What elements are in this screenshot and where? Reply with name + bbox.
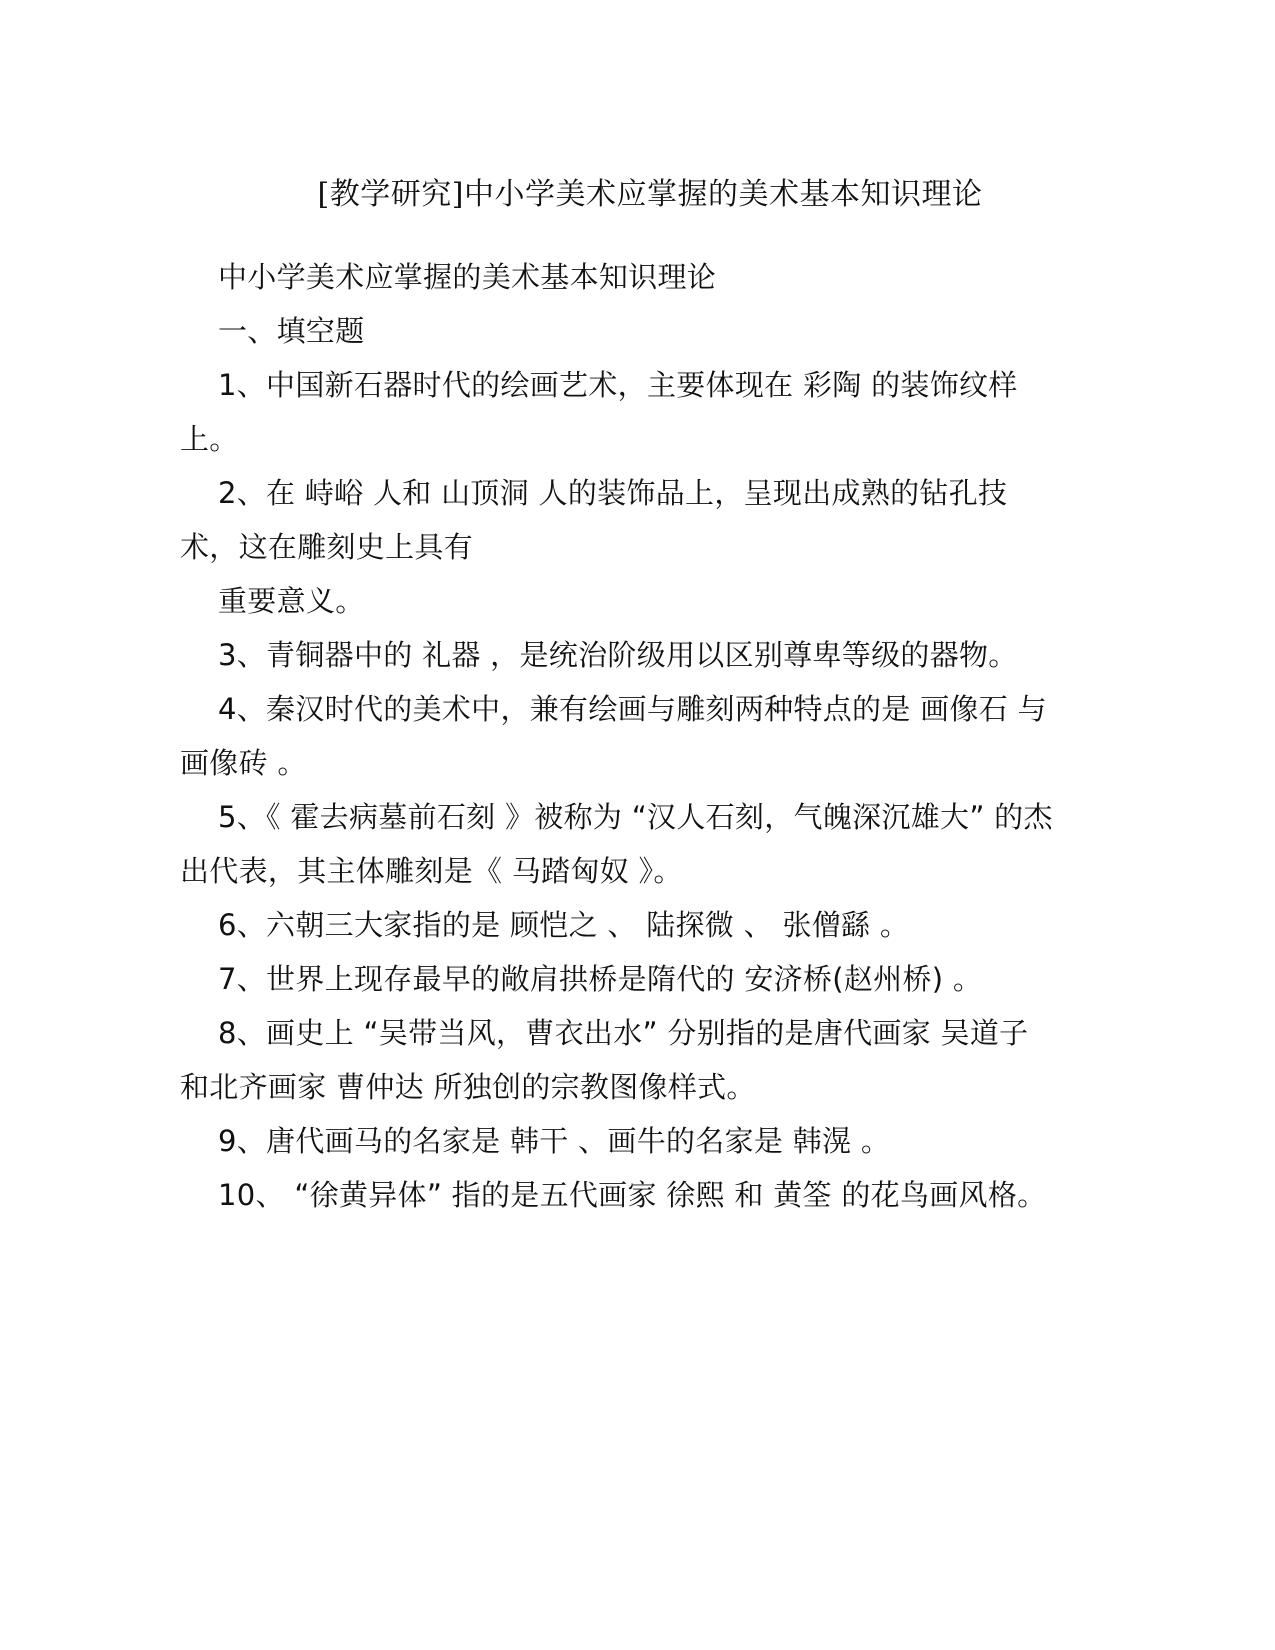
list-item: 2、在 峙峪 人和 山顶洞 人的装饰品上，呈现出成熟的钻孔技术，这在雕刻史上具有 xyxy=(180,476,1008,564)
list-item: 1、中国新石器时代的绘画艺术，主要体现在 彩陶 的装饰纹样上。 xyxy=(180,368,1018,456)
document-subtitle: 中小学美术应掌握的美术基本知识理论 xyxy=(218,260,717,294)
list-item: 8、画史上 “吴带当风，曹衣出水” 分别指的是唐代画家 吴道子 和北齐画家 曹仲达 所独创的宗教图像样式。 xyxy=(180,1016,1029,1104)
list-item: 7、世界上现存最早的敞肩拱桥是隋代的 安济桥(赵州桥) 。 xyxy=(218,962,983,996)
list-item: 重要意义。 xyxy=(218,584,365,618)
document-title: [教学研究]中小学美术应掌握的美术基本知识理论 xyxy=(317,177,983,212)
list-item: 10、 “徐黄异体” 指的是五代画家 徐熙 和 黄筌 的花鸟画风格。 xyxy=(218,1178,1047,1212)
list-item: 9、唐代画马的名家是 韩干 、画牛的名家是 韩滉 。 xyxy=(218,1124,891,1158)
list-item: 4、秦汉时代的美术中，兼有绘画与雕刻两种特点的是 画像石 与 画像砖 。 xyxy=(180,692,1047,780)
list-item: 3、青铜器中的 礼器 ，是统治阶级用以区别尊卑等级的器物。 xyxy=(218,638,1018,672)
list-item: 5、《 霍去病墓前石刻 》被称为 “汉人石刻，气魄深沉雄大” 的杰出代表，其主体雕刻是《 马踏匈奴 》。 xyxy=(180,800,1053,888)
section-heading: 一、填空题 xyxy=(218,314,365,348)
document-page xyxy=(180,170,1060,1222)
list-item: 6、六朝三大家指的是 顾恺之 、 陆探微 、 张僧繇 。 xyxy=(218,908,910,942)
